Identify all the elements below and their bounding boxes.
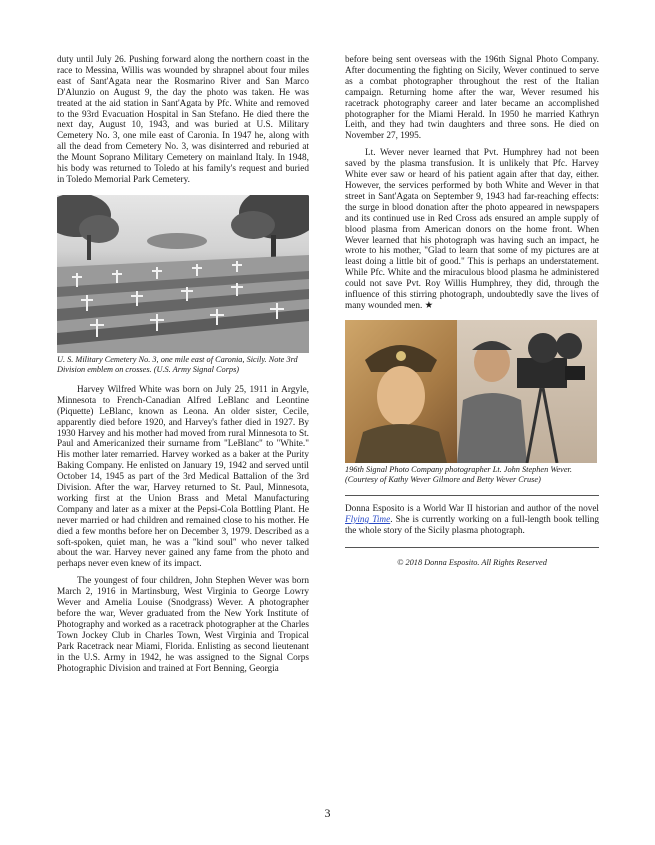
cemetery-photo-caption: U. S. Military Cemetery No. 3, one mile east of Caronia, Sicily. Note 3rd Division emblem on crosses. (U.S. Army Signal Corps) [57, 354, 298, 374]
paragraph-wever-career: before being sent overseas with the 196th Signal Photo Company. After documenting the fighting on Sicily, Wever continued to serve as a combat photographer throughout the rest of the Italian campaign. Returning home after the war, Wever resumed his racetrack photography career and later became an accomplished photographer for the Miami Herald. In 1950 he married Kathryn Leith, and they had twin daughters and three sons. He died on November 27, 1995. [345, 55, 599, 142]
paragraph-willis-burial: duty until July 26. Pushing forward along the northern coast in the race to Messina, Willis was wounded by shrapnel about four miles east of Sant'Agata near the Rosmarino River and San Marco D'Alunzio on August 9, the day the photo was taken. He was treated at the aid station in Sant'Agata by Pfc. White and removed to the 93rd Evacuation Hospital in San Stefano. He died there the next day, August 10, 1943, and was buried at U.S. Military Cemetery No. 3, one mile east of Caronia. In 1947 he, along with all the dead from Cemetery No. 3, was disinterred and reburied at the Mount Soprano Military Cemetery on mainland Italy. In 1948, his body was returned to Toledo at his family's request and buried in Toledo Memorial Park Cemetery. [57, 55, 309, 185]
wever-portrait-photo [345, 320, 457, 463]
divider-top [345, 495, 599, 496]
cemetery-photo [57, 195, 309, 353]
right-column [345, 55, 599, 567]
paragraph-john-wever: The youngest of four children, John Stephen Wever was born March 2, 1916 in Martinsburg, West Virginia to George Lowry Wever and Amelia Louise (Snodgrass) Wever. A photographer before the war, Wever graduated from the New York Institute of Photography and worked as a racetrack photographer at the Charles Town Jockey Club in Charles Town, West Virginia and Tropical Park Racetrack near Miami, Florida. Enlisting as second lieutenant in the U.S. Army in 1942, he was assigned to the Signal Corps Photographic Division and trained at Fort Benning, Georgia [57, 576, 309, 674]
divider-bottom [345, 547, 599, 548]
wever-photos [345, 320, 597, 463]
page-number: 3 [324, 806, 331, 820]
flying-time-link[interactable]: Flying Time [345, 514, 391, 525]
author-bio: Donna Esposito is a World War II historian and author of the novel Flying Time. She is currently working on a full-length book telling the whole story of the Sicily plasma photograph. [345, 503, 599, 536]
wever-photo-caption: 196th Signal Photo Company photographer Lt. John Stephen Wever. (Courtesy of Kathy Wever Gilmore and Betty Wever Cruse) [345, 464, 572, 484]
wever-camera-photo [457, 320, 597, 463]
left-column [57, 55, 309, 674]
paragraph-photo-impact: Lt. Wever never learned that Pvt. Humphrey had not been saved by the plasma transfusion. It is unlikely that Pfc. Harvey White ever saw or heard of his patient again after that day, either. However, the services performed by both White and Wever in that street in Sant'Agata on September 9, 1943 had far-reaching effects: the surge in blood donation after the photo appeared in newspapers and its continued use in Red Cross ads ensured an ample supply of blood plasma from American donors on the home front. When Wever learned that his photograph was having such an impact, he wrote to his mother, "Glad to learn that some of my pictures are at least doing a little bit of good." This is perhaps an understatement. While Pfc. White and the miraculous blood plasma he administered could not save Pvt. Roy Willis Humphrey, they did, through the influence of this stirring photograph, undoubtedly save the lives of many wounded men. ★ [345, 148, 599, 311]
paragraph-harvey-white: Harvey Wilfred White was born on July 25, 1911 in Argyle, Minnesota to French-Canadian Alfred LeBlanc and Leontine (Piquette) LeBlanc, known as Leona. An older sister, Cecile, apparently died before 1920, and Harvey's father died in 1927. By 1930 Harvey and his mother had moved from rural Minnesota to St. Paul and Americanized their surname from "LeBlanc" to "White." His mother later remarried. Harvey worked as a baker at the Purity Baking Company. He enlisted on January 19, 1942 and served until October 14, 1945 as part of the 3rd Medical Battalion of the 3rd Division. After the war, Harvey returned to St. Paul, Minnesota, working first at the Union Brass and Metal Manufacturing Company and later as a mixer at the Pepsi-Cola Bottling Plant. He never married or had children and remained close to his mother. He died a few months before her on December 3, 1979. Described as a soft-spoken, quiet man, he was a "kind soul" who never talked about the war. Harvey never gained any fame from the photo and perhaps never even knew of its impact. [57, 384, 309, 570]
copyright-notice: © 2018 Donna Esposito. All Rights Reserved [397, 557, 547, 567]
